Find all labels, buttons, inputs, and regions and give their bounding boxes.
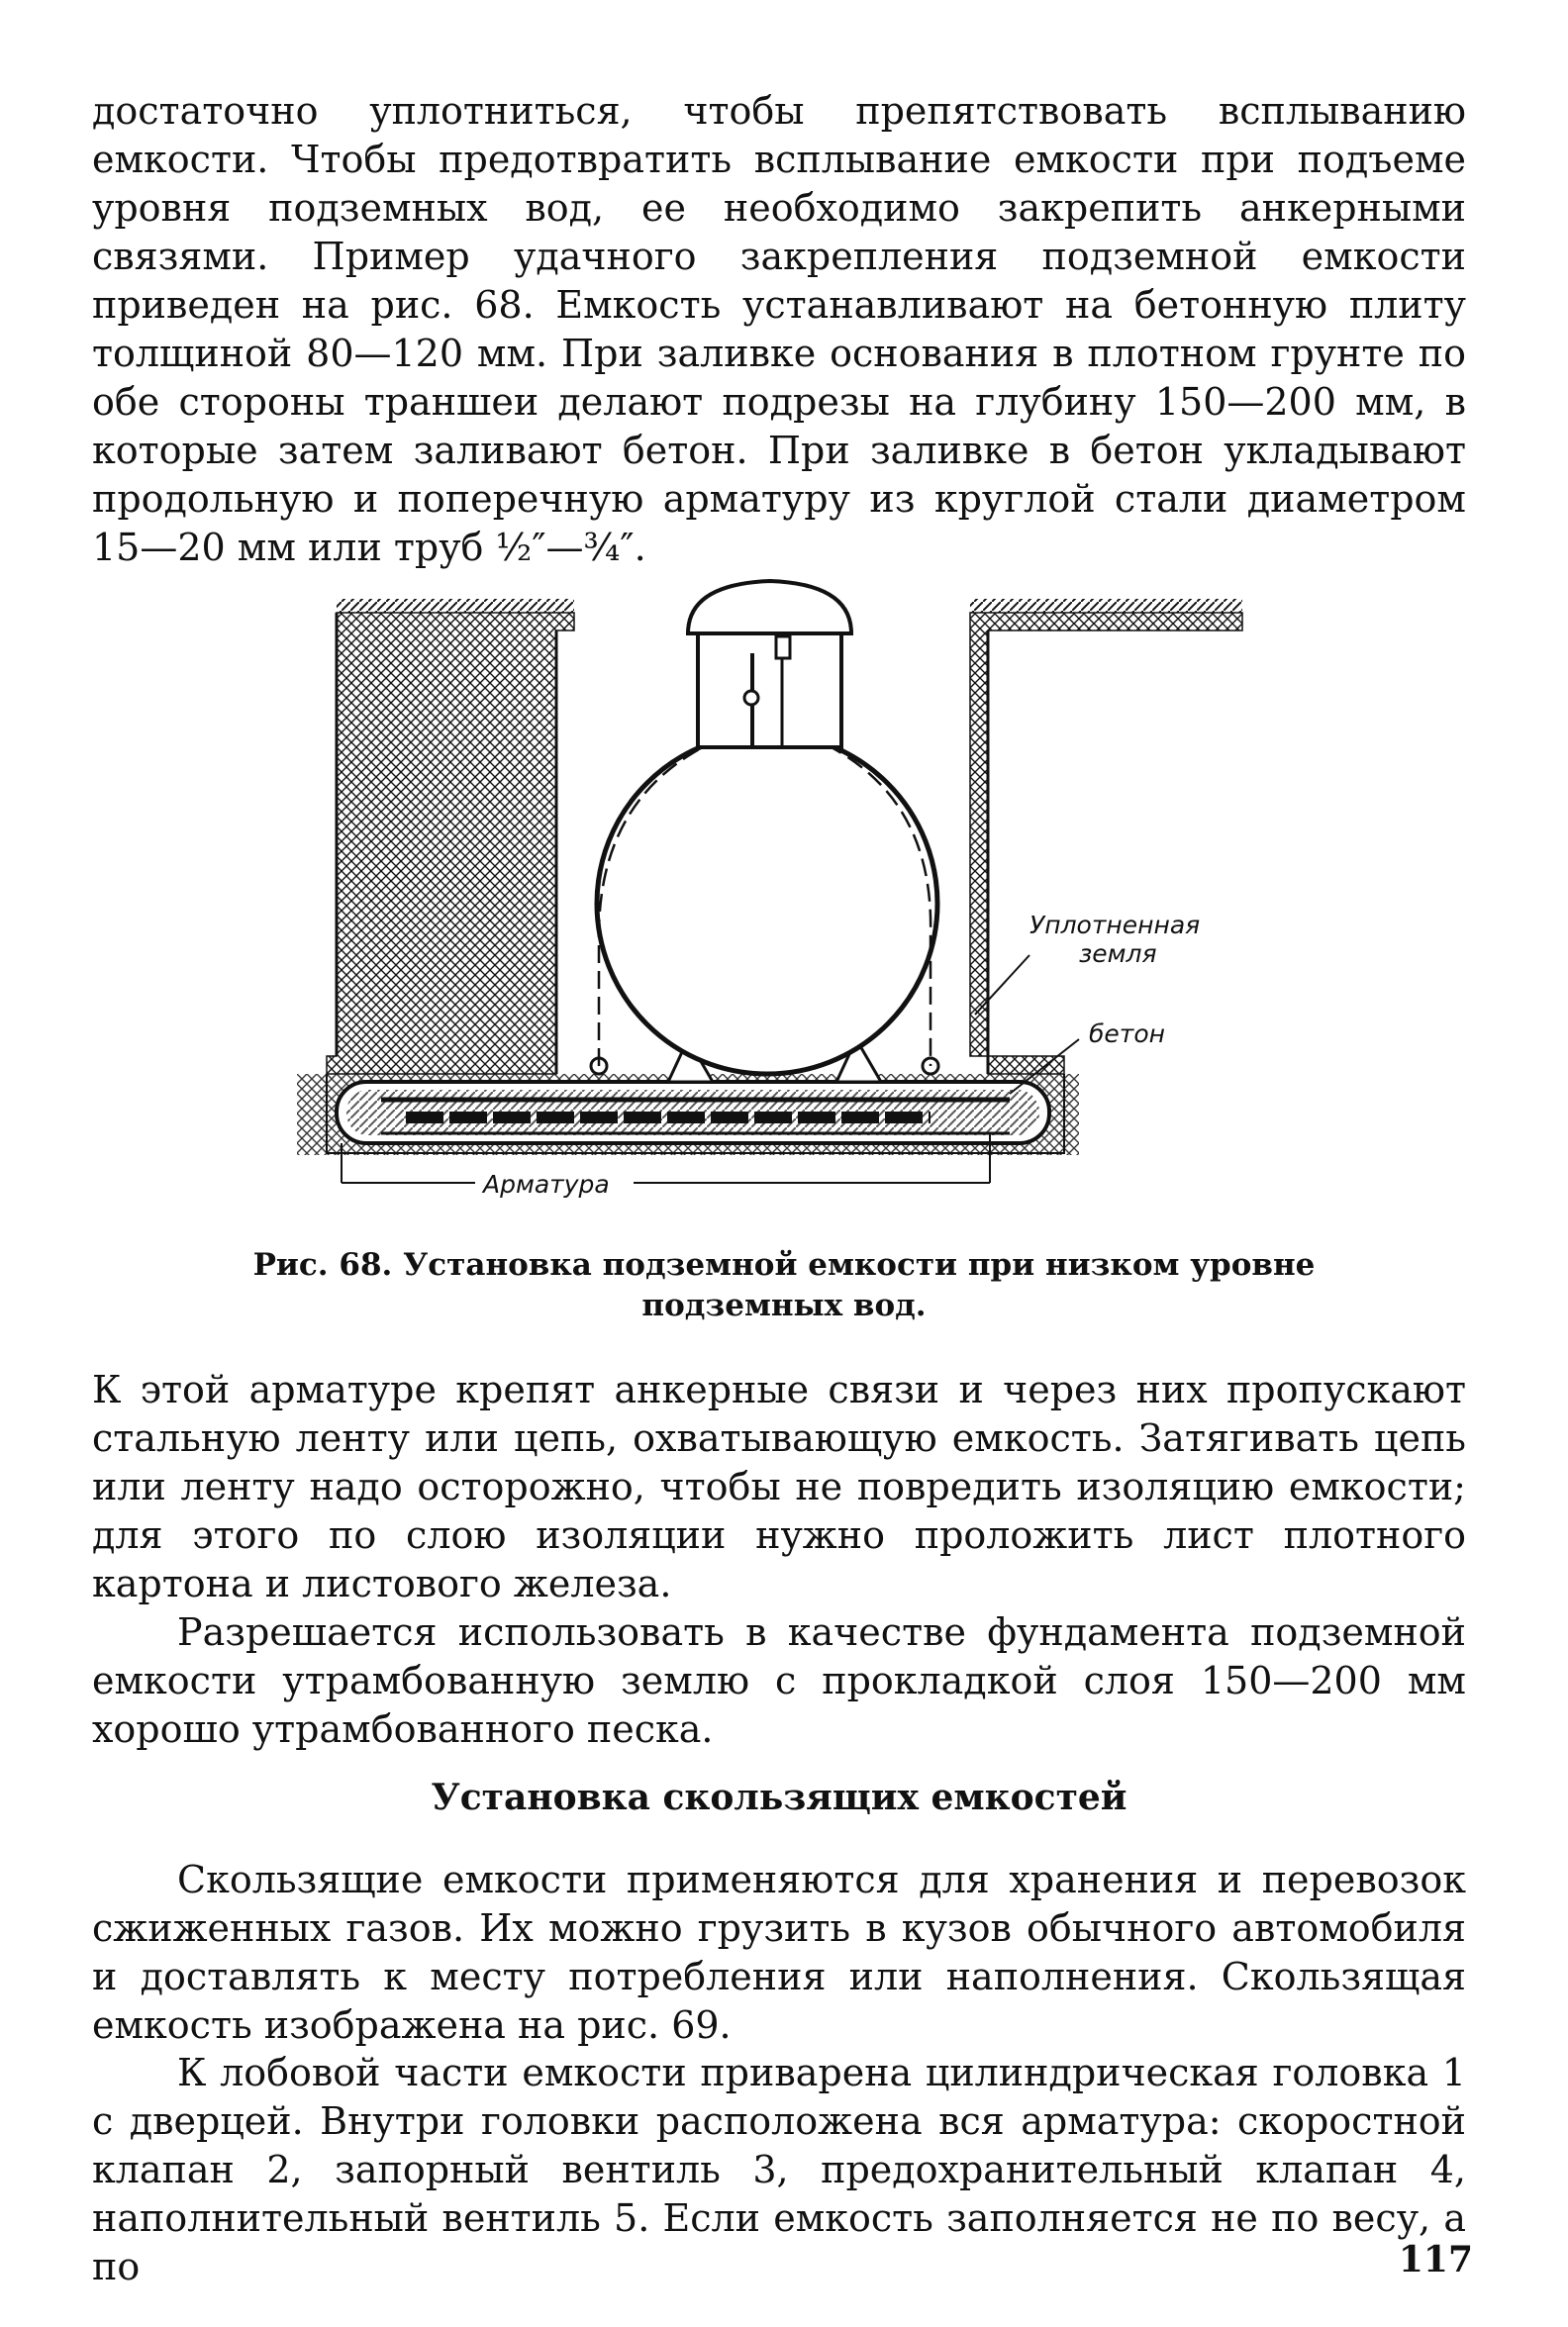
paragraph-head: К лобовой части емкости приварена цилиндрическая головка 1 с дверцей. Внутри головки расположена вся арматура: скоростной клапан 2, запорный вентиль 3, предохранительный клапан 4, наполнительный вентиль 5. Если емкость заполняется не по весу, а по: [92, 2051, 1466, 2288]
paragraph-sliding-tanks: Скользящие емкости применяются для хранения и перевозок сжиженных газов. Их можно грузить в кузов обычного автомобиля и доставлять к месту потребления или наполнения. Скользящая емкость изображена на рис. 69.: [92, 1858, 1466, 2047]
tank-neck: [698, 633, 841, 747]
figure-68: [297, 539, 1287, 1232]
section-heading: Установка скользящих емкостей: [431, 1777, 1127, 1818]
figure-caption: Рис. 68. Установка подземной емкости при низком уровне подземных вод.: [252, 1247, 1316, 1323]
ground-surface-right: [970, 599, 1242, 613]
paragraph-rebar: К этой арматуре крепят анкерные связи и через них пропускают стальную ленту или цепь, охватывающую емкость. Затягивать цепь или ленту надо осторожно, чтобы не повредить изоляцию емкости; для этого по слою изоляции нужно проложить лист плотного картона и листового железа.: [92, 1368, 1466, 1605]
tank-cover: [688, 581, 851, 633]
tank-sphere: [597, 733, 937, 1074]
label-compacted-soil-2: земля: [1079, 939, 1157, 968]
label-rebar: Арматура: [483, 1170, 610, 1199]
gauge: [744, 691, 758, 705]
paragraph-foundation: Разрешается использовать в качестве фундамента подземной емкости утрамбованную землю с прокладкой слоя 150—200 мм хорошо утрамбованного песка.: [92, 1610, 1466, 1751]
underground-tank-diagram: [297, 539, 1287, 1232]
soil-wall-left: [327, 613, 574, 1074]
page-number: 117: [1398, 2239, 1473, 2280]
soil-wall-right: [970, 613, 1242, 1074]
ground-surface-left: [337, 599, 574, 613]
valve: [776, 636, 790, 658]
paragraph-intro: достаточно уплотниться, чтобы препятствовать всплыванию емкости. Чтобы предотвратить всплывание емкости при подъеме уровня подземных вод, ее необходимо закрепить анкерными связями. Пример удачного закрепления подземной емкости приведен на рис. 68. Емкость устанавливают на бетонную плиту толщиной 80—120 мм. При заливке основания в плотном грунте по обе стороны траншеи делают подрезы на глубину 150—200 мм, в которые затем заливают бетон. При заливке в бетон укладывают продольную и поперечную арматуру из круглой стали диаметром 15—20 мм или труб ½″—¾″.: [92, 89, 1466, 569]
label-compacted-soil-1: Уплотненная: [1029, 911, 1201, 939]
label-concrete: бетон: [1089, 1019, 1166, 1048]
